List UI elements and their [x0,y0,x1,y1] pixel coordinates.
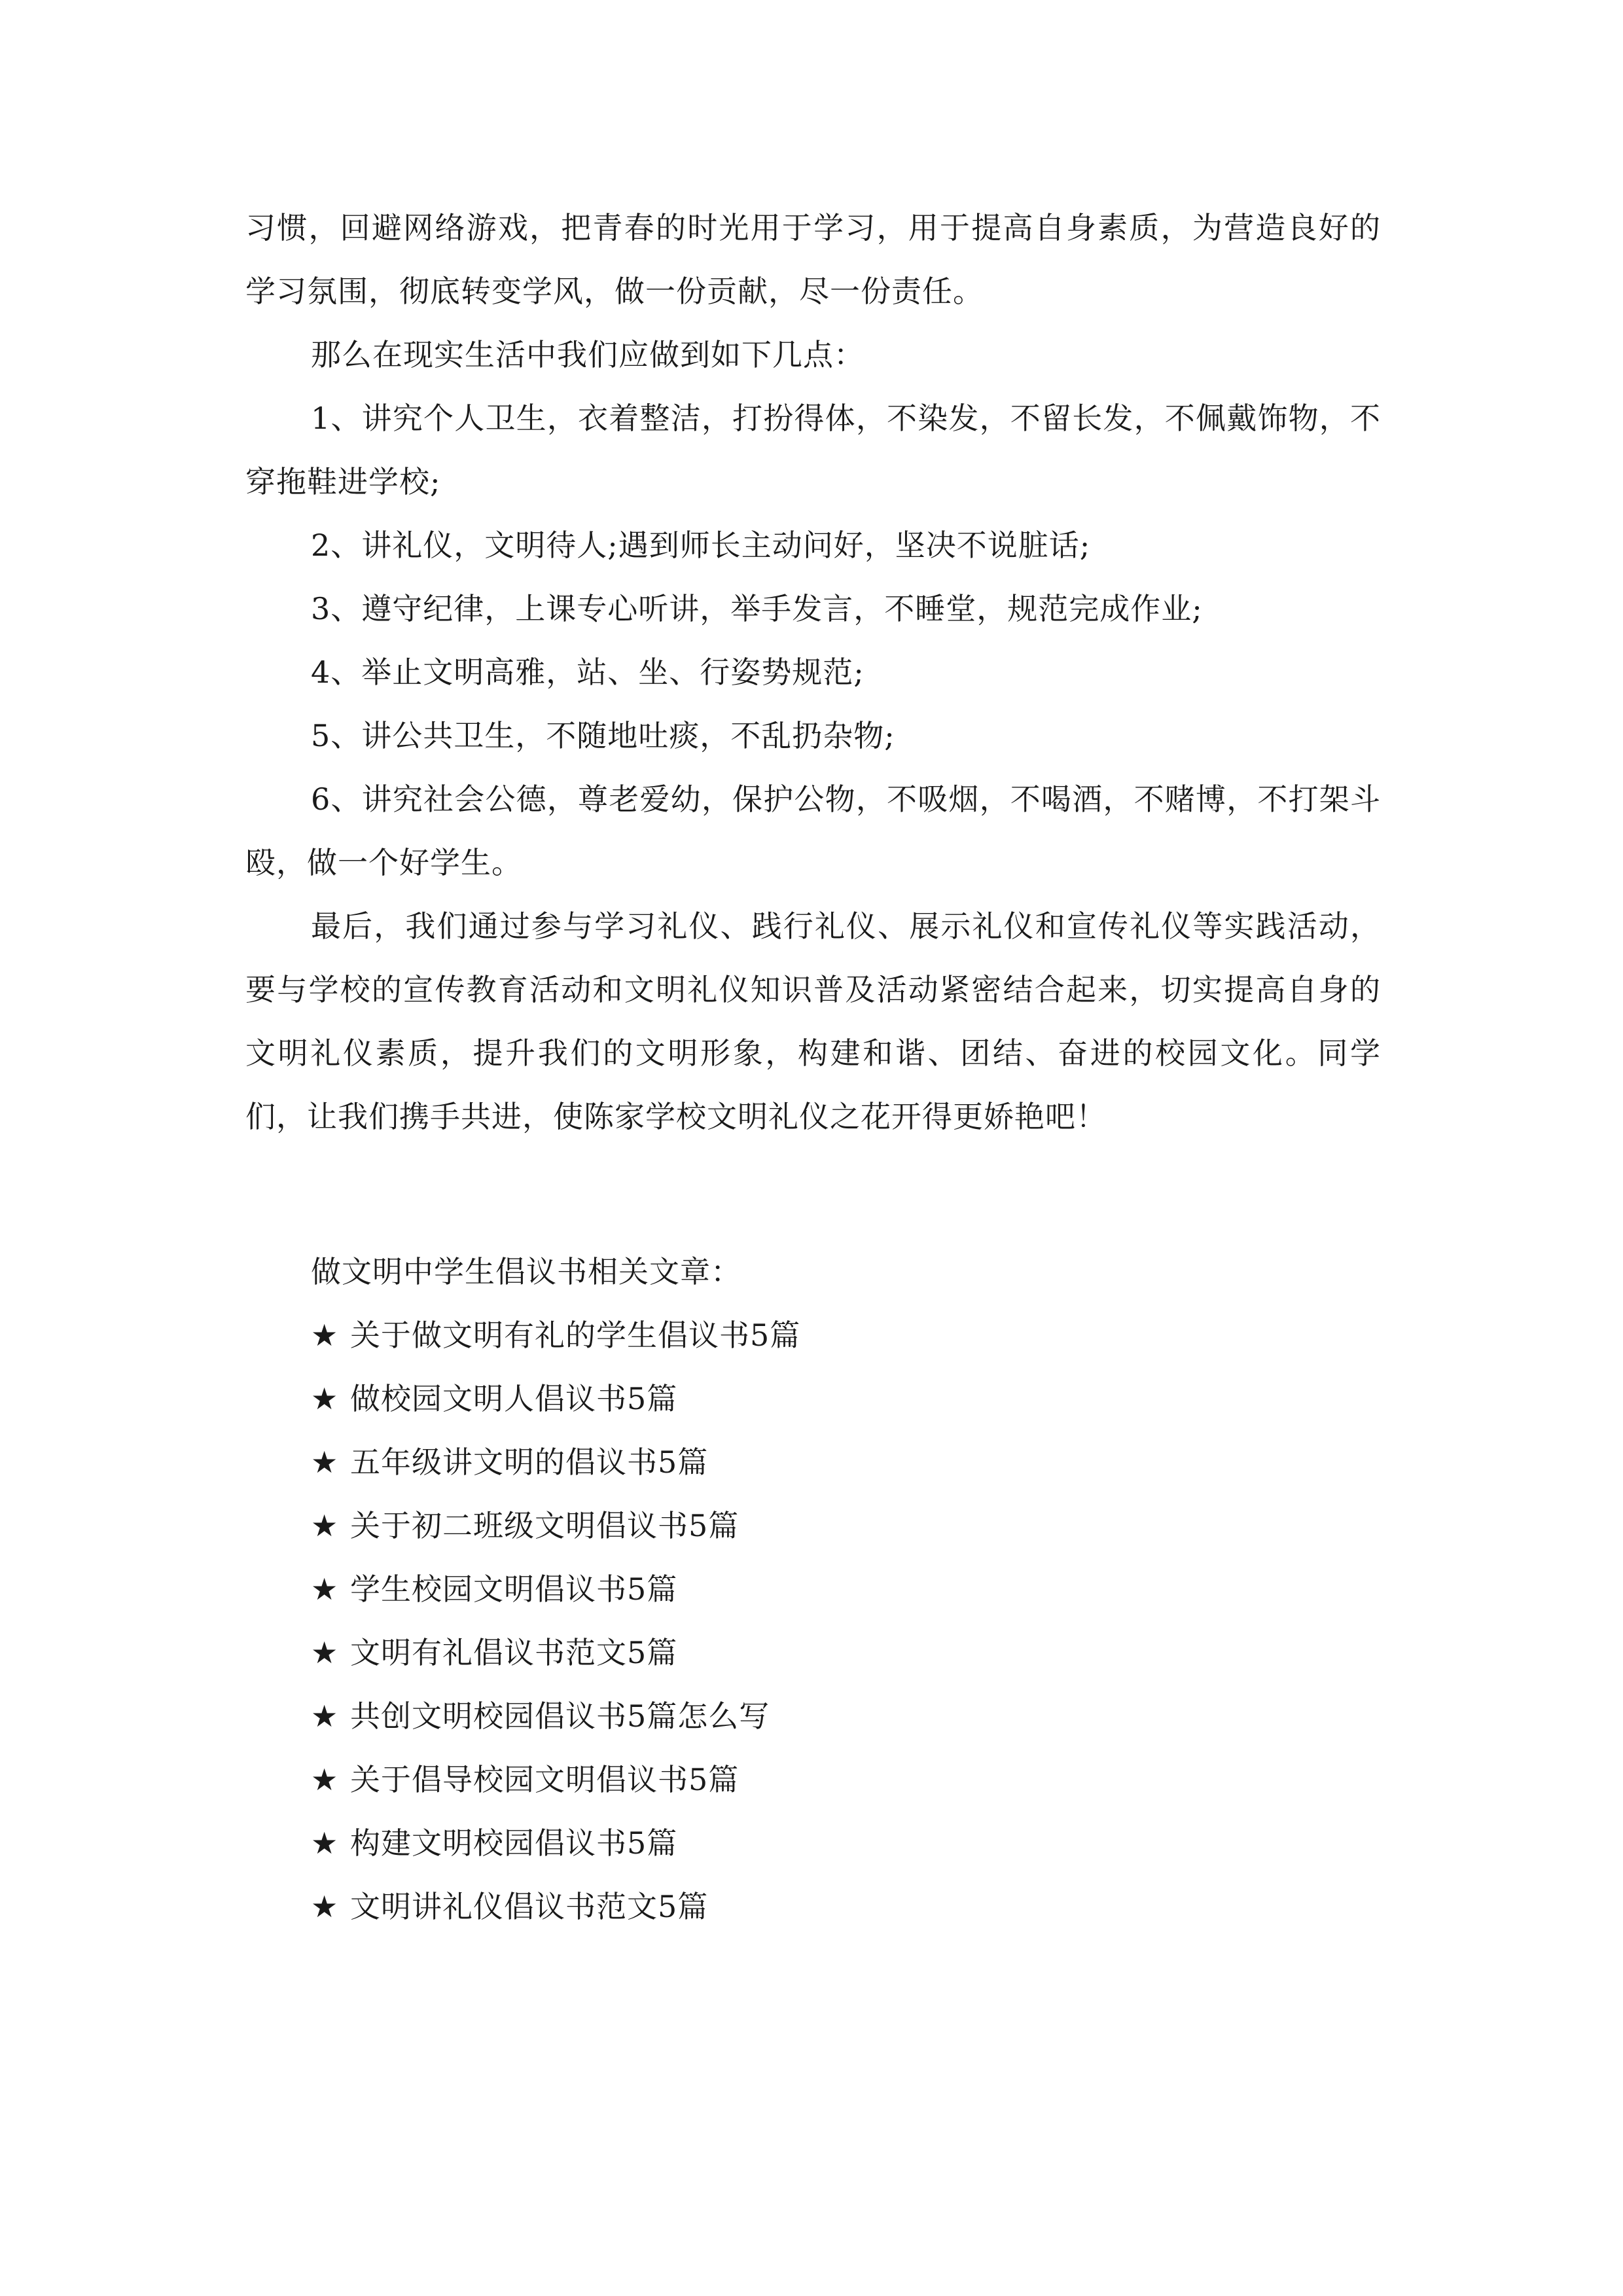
star-icon: ★ [311,1318,339,1353]
related-article-link[interactable]: 共创文明校园倡议书5篇怎么写 [350,1698,770,1734]
paragraph-4: 3、遵守纪律，上课专心听讲，举手发言，不睡堂，规范完成作业; [311,591,1203,626]
star-icon: ★ [311,1381,339,1416]
paragraph-2: 1、讲究个人卫生，衣着整洁，打扮得体，不染发，不留长发，不佩戴饰物，不穿拖鞋进学校; [245,401,1381,499]
list-item[interactable] [245,1431,1381,1494]
list-item[interactable] [245,1812,1381,1875]
document-body [245,196,1381,1149]
related-article-link[interactable]: 构建文明校园倡议书5篇 [350,1825,678,1861]
list-item[interactable] [245,1875,1381,1939]
star-icon: ★ [311,1762,339,1797]
list-item[interactable] [245,1367,1381,1431]
paragraph-1: 那么在现实生活中我们应做到如下几点： [311,337,865,372]
star-icon: ★ [311,1508,339,1543]
related-article-link[interactable]: 关于做文明有礼的学生倡议书5篇 [350,1318,801,1353]
star-icon: ★ [311,1825,339,1861]
list-item[interactable] [245,1748,1381,1812]
related-article-link[interactable]: 文明有礼倡议书范文5篇 [350,1635,678,1670]
related-article-link[interactable]: 学生校园文明倡议书5篇 [350,1571,678,1607]
related-articles-title: 做文明中学生倡议书相关文章： [311,1254,741,1289]
related-article-link[interactable]: 关于倡导校园文明倡议书5篇 [350,1762,740,1797]
related-article-link[interactable]: 文明讲礼仪倡议书范文5篇 [350,1889,709,1924]
star-icon: ★ [311,1571,339,1607]
list-item[interactable] [245,1621,1381,1685]
paragraph-6: 5、讲公共卫生，不随地吐痰，不乱扔杂物; [311,718,895,753]
paragraph-7: 6、讲究社会公德，尊老爱幼，保护公物，不吸烟，不喝酒，不赌博，不打架斗殴，做一个好学生。 [245,781,1381,880]
list-item[interactable] [245,1558,1381,1621]
paragraph-8: 最后，我们通过参与学习礼仪、践行礼仪、展示礼仪和宣传礼仪等实践活动，要与学校的宣传教育活动和文明礼仪知识普及活动紧密结合起来，切实提高自身的文明礼仪素质，提升我们的文明形象，构建和谐、团结、奋进的校园文化。同学们，让我们携手共进，使陈家学校文明礼仪之花开得更娇艳吧！ [245,908,1381,1134]
star-icon: ★ [311,1698,339,1734]
list-item[interactable] [245,1304,1381,1367]
related-article-link[interactable]: 做校园文明人倡议书5篇 [350,1381,678,1416]
paragraph-3: 2、讲礼仪，文明待人;遇到师长主动问好，坚决不说脏话; [311,528,1091,563]
list-item[interactable] [245,1685,1381,1748]
star-icon: ★ [311,1635,339,1670]
list-item[interactable] [245,1494,1381,1558]
star-icon: ★ [311,1444,339,1480]
star-icon: ★ [311,1889,339,1924]
related-articles [245,1240,1381,1939]
related-articles-list [245,1304,1381,1939]
paragraph-0: 习惯，回避网络游戏，把青春的时光用于学习，用于提高自身素质，为营造良好的学习氛围，彻底转变学风，做一份贡献，尽一份责任。 [245,210,1381,309]
related-article-link[interactable]: 五年级讲文明的倡议书5篇 [350,1444,709,1480]
related-article-link[interactable]: 关于初二班级文明倡议书5篇 [350,1508,740,1543]
paragraph-5: 4、举止文明高雅，站、坐、行姿势规范; [311,655,865,690]
